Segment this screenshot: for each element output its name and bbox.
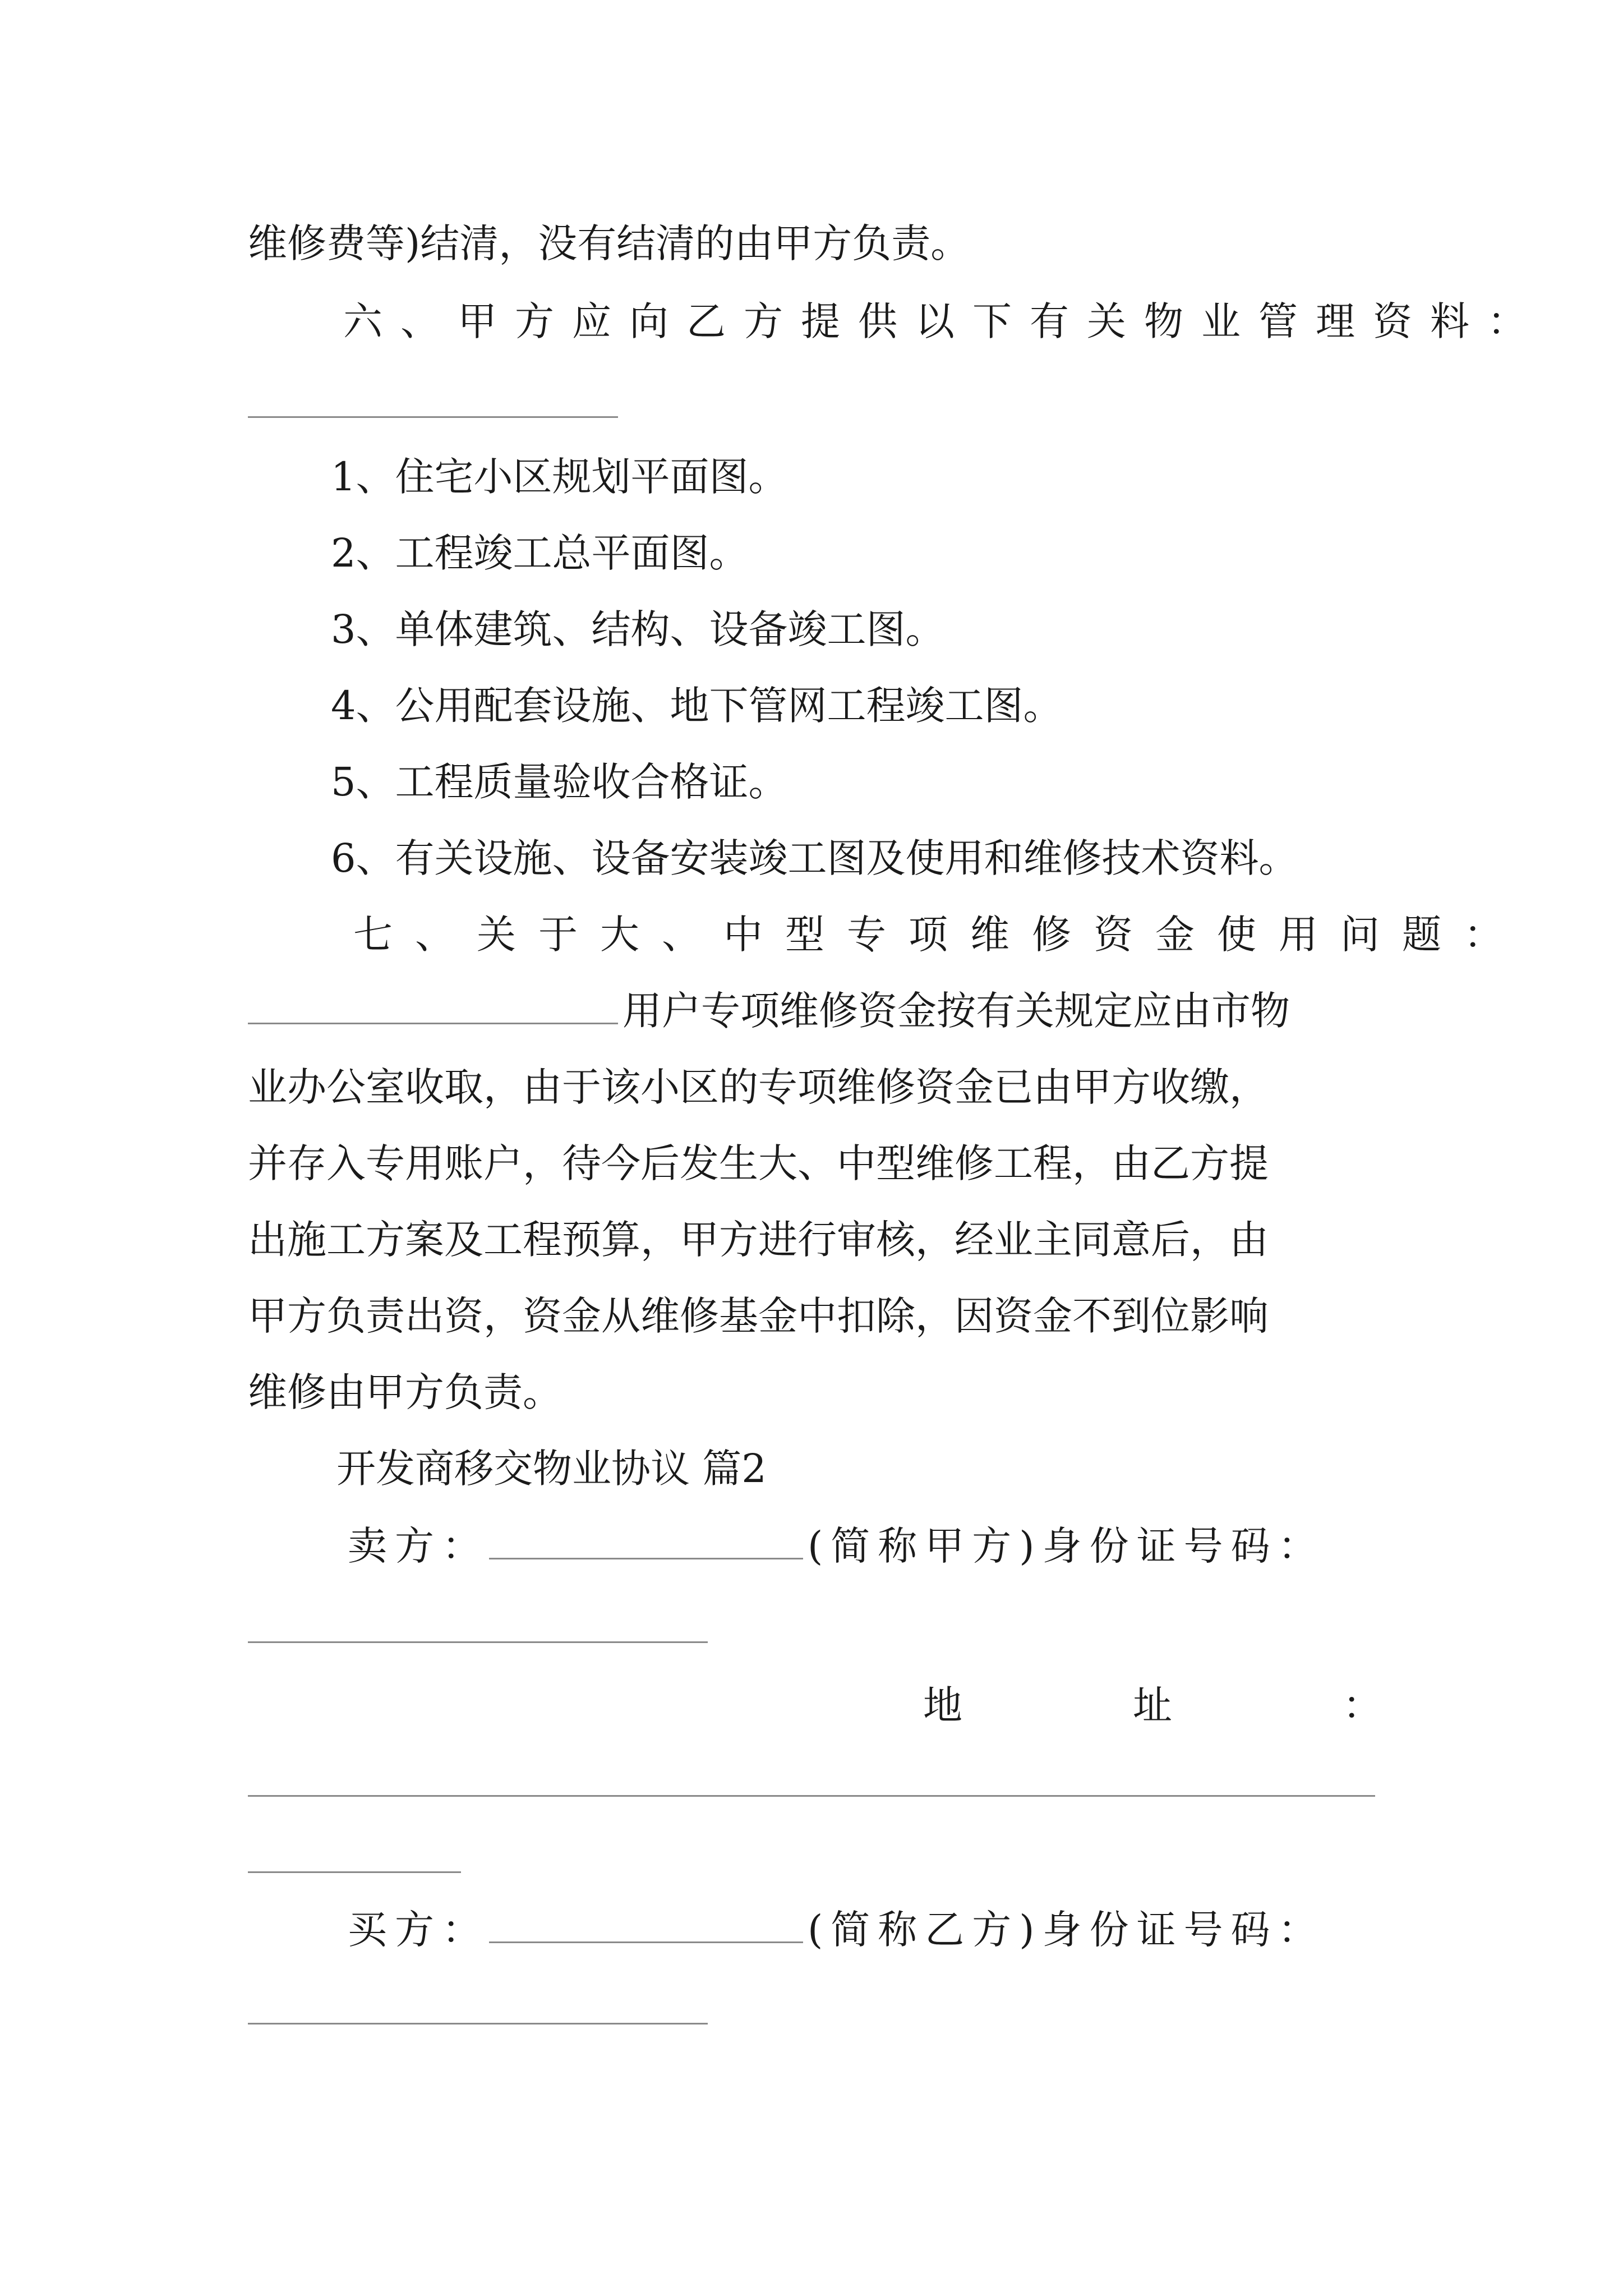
list-item: 1、住宅小区规划平面图。	[331, 454, 788, 500]
paragraph-line: 维修由甲方负责。	[248, 1369, 562, 1415]
buyer-id-blank	[248, 2023, 708, 2024]
buyer-name-blank	[489, 1912, 803, 1943]
seller-label: 卖方：	[348, 1523, 489, 1569]
address-label-char: 地	[923, 1682, 962, 1728]
address-line	[248, 1677, 1382, 1733]
list-item: 4、公用配套设施、地下管网工程竣工图。	[331, 683, 1063, 729]
paragraph-text: 用户专项维修资金按有关规定应由市物	[623, 988, 1290, 1034]
address-colon: ：	[1343, 1682, 1382, 1728]
paragraph-line: 并存入专用账户，待今后发生大、中型维修工程，由乙方提	[248, 1140, 1269, 1186]
buyer-id-label: (简称乙方)身份证号码：	[808, 1907, 1325, 1953]
seller-line	[348, 1518, 1325, 1574]
buyer-label: 买方：	[348, 1907, 489, 1953]
list-item: 2、工程竣工总平面图。	[331, 530, 749, 576]
blank-line	[248, 993, 618, 1024]
paragraph-line: 出施工方案及工程预算，甲方进行审核，经业主同意后，由	[248, 1217, 1269, 1263]
list-item: 5、工程质量验收合格证。	[331, 759, 788, 805]
address-label-char: 址	[1133, 1682, 1172, 1728]
paragraph-line: 甲方负责出资，资金从维修基金中扣除，因资金不到位影响	[248, 1293, 1269, 1339]
paragraph-line: 维修费等)结清，没有结清的由甲方负责。	[248, 220, 970, 266]
list-item: 6、有关设施、设备安装竣工图及使用和维修技术资料。	[331, 835, 1298, 881]
blank-line	[248, 416, 618, 418]
seller-id-label: (简称甲方)身份证号码：	[808, 1523, 1325, 1569]
paragraph-line: 业办公室收取，由于该小区的专项维修资金已由甲方收缴，	[248, 1064, 1269, 1110]
address-blank	[248, 1795, 1375, 1797]
list-item: 3、单体建筑、结构、设备竣工图。	[331, 606, 945, 652]
address-blank-continued	[248, 1871, 461, 1873]
seller-id-blank	[248, 1641, 708, 1643]
paragraph-line	[248, 983, 1290, 1039]
agreement-heading: 开发商移交物业协议 篇2	[336, 1446, 767, 1492]
section-heading-6: 六、甲方应向乙方提供以下有关物业管理资料：	[343, 298, 1544, 344]
section-heading-7: 七、关于大、中型专项维修资金使用问题：	[353, 912, 1525, 958]
seller-name-blank	[489, 1529, 803, 1559]
buyer-line	[348, 1902, 1325, 1958]
